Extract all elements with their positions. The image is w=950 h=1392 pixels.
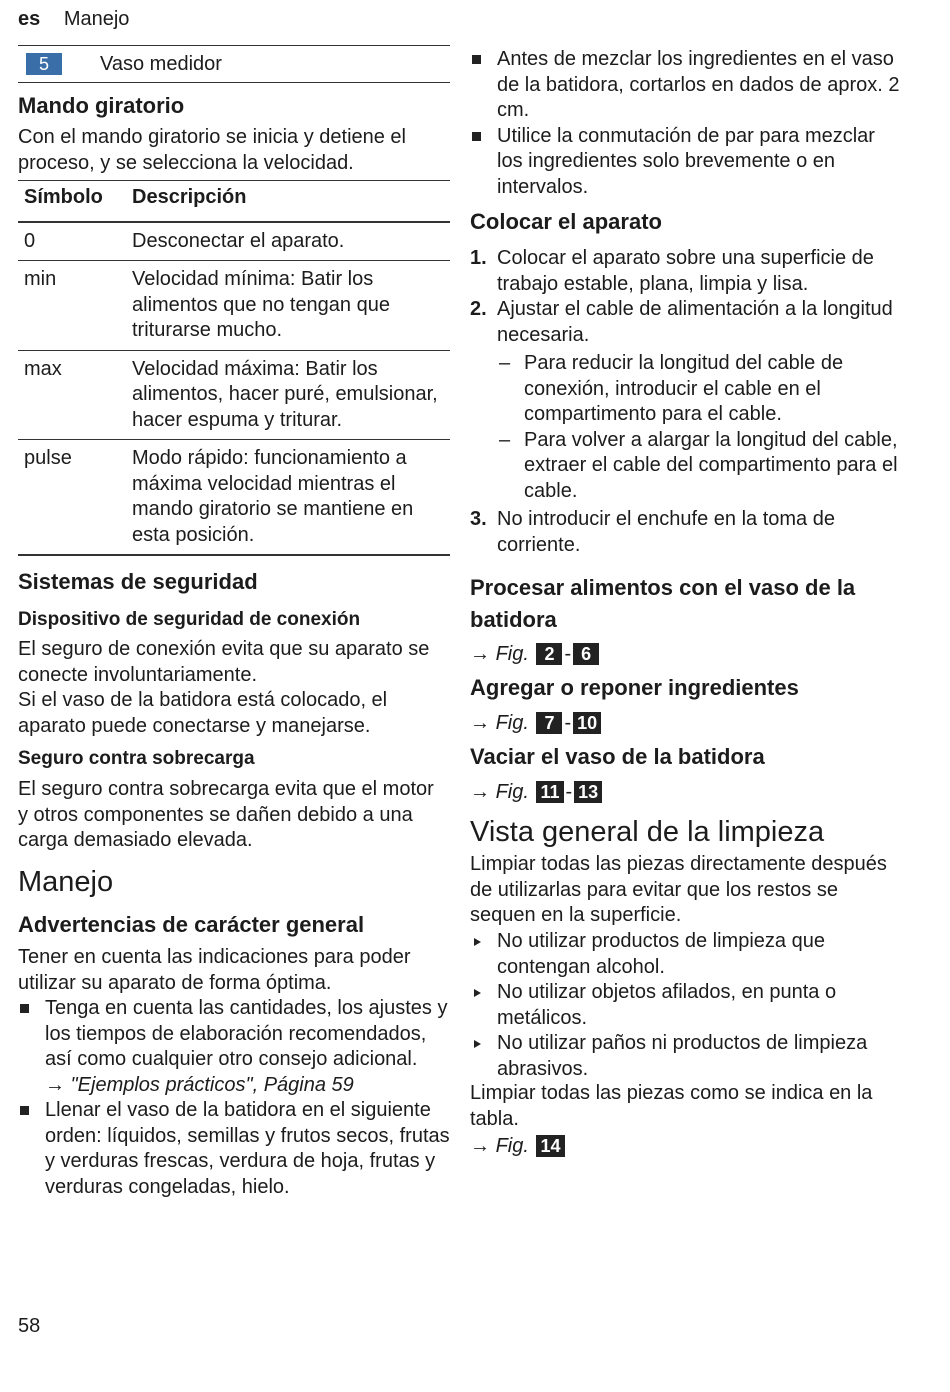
general-warnings-title: Advertencias de carácter general (18, 912, 365, 937)
table-cell-description: Velocidad mínima: Batir los alimentos que no tengan que triturarse mucho. (126, 261, 450, 351)
overload-title: Seguro contra sobrecarga (18, 748, 255, 769)
cleaning-title: Vista general de la limpieza (470, 816, 825, 848)
step-item (470, 246, 900, 297)
page-number: 58 (18, 1315, 41, 1337)
step-text: Colocar el aparato sobre una superficie de trabajo estable, plana, limpia y lisa. (497, 247, 874, 295)
list-item (18, 1098, 450, 1200)
figure-reference[interactable] (470, 643, 601, 666)
connection-safety-text-2: Si el vaso de la batidora está colocado, el aparato puede conectarse y manejarse. (18, 689, 388, 737)
general-warnings-intro: Tener en cuenta las indicaciones para poder utilizar su aparato de forma óptima. (18, 946, 411, 994)
empty-jar-title: Vaciar el vaso de la batidora (470, 744, 765, 769)
figure-reference[interactable] (470, 712, 603, 735)
range-dash: - (564, 643, 572, 665)
table-row (18, 440, 450, 556)
rotary-symbol-table (18, 180, 450, 556)
table-header-symbol: Símbolo (18, 181, 126, 222)
table-cell-symbol: min (18, 261, 126, 351)
process-title: Procesar alimentos con el vaso de la batidora (470, 575, 856, 632)
general-warnings-list-cont (470, 47, 902, 200)
fig-label: Fig. (495, 643, 529, 665)
cleaning-list (470, 929, 900, 1082)
place-device-steps (470, 246, 900, 558)
figure-number-badge: 7 (536, 712, 562, 734)
figure-number-badge: 11 (536, 781, 563, 803)
figure-number-badge: 14 (536, 1135, 564, 1157)
place-device-title: Colocar el aparato (470, 209, 662, 234)
general-warnings-list (18, 996, 450, 1200)
connection-safety-title: Dispositivo de seguridad de conexión (18, 609, 361, 630)
fig-label: Fig. (495, 712, 529, 734)
list-item (470, 929, 900, 980)
list-item-text: Utilice la conmutación de par para mezclar los ingredientes solo brevemente o en intervalos. (497, 124, 875, 198)
step-text: Ajustar el cable de alimentación a la longitud necesaria. (497, 298, 893, 346)
cleaning-outro: Limpiar todas las piezas como se indica en la tabla. (470, 1082, 873, 1130)
figure-number-badge: 6 (573, 643, 599, 665)
list-item-text: No utilizar objetos afilados, en punta o metálicos. (497, 981, 837, 1029)
fig-label: Fig. (495, 1135, 529, 1157)
overload-text: El seguro contra sobrecarga evita que el motor y otros componentes se dañen debido a una carga demasiado elevada. (18, 778, 434, 851)
figure-reference[interactable] (470, 781, 604, 804)
figure-number-badge: 13 (574, 781, 602, 803)
legend-label: Vaso medidor (100, 52, 222, 75)
list-item-text: Tenga en cuenta las cantidades, los ajustes y los tiempos de elaboración recomendados, así como cualquier otro consejo adicional. (45, 997, 448, 1070)
range-dash: - (564, 712, 572, 734)
list-item (470, 1031, 900, 1082)
safety-title: Sistemas de seguridad (18, 569, 258, 594)
manejo-title: Manejo (18, 866, 114, 898)
figure-reference[interactable] (470, 1135, 567, 1158)
rotary-title: Mando giratorio (18, 93, 185, 118)
step-number: 3. (470, 508, 487, 530)
section-name: Manejo (63, 8, 130, 30)
list-item (470, 124, 902, 201)
page-header (18, 8, 129, 31)
step-text: No introducir el enchufe en la toma de corriente. (497, 508, 835, 556)
list-item (470, 47, 902, 124)
arrow-right-icon: → (470, 643, 490, 665)
table-cell-symbol: pulse (18, 440, 126, 556)
table-header-description: Descripción (126, 181, 450, 222)
substep-item (497, 351, 900, 428)
step-item (470, 297, 900, 504)
table-row (18, 350, 450, 440)
list-item (470, 980, 900, 1031)
substep-text: Para reducir la longitud del cable de conexión, introducir el cable en el compartimento para el cable. (524, 352, 844, 425)
table-cell-description: Modo rápido: funcionamiento a máxima velocidad mientras el mando giratorio se mantiene en esta posición. (126, 440, 450, 556)
arrow-right-icon: → (470, 1135, 490, 1157)
table-row (18, 222, 450, 261)
table-cell-description: Desconectar el aparato. (126, 222, 450, 261)
range-dash: - (565, 781, 573, 803)
step-item (470, 507, 900, 558)
table-cell-description: Velocidad máxima: Batir los alimentos, hacer puré, emulsionar, hacer espuma y triturar. (126, 350, 450, 440)
cross-reference-link[interactable]: → "Ejemplos prácticos", Página 59 (45, 1073, 354, 1096)
table-row (18, 261, 450, 351)
figure-number-badge: 2 (536, 643, 562, 665)
fig-label: Fig. (495, 781, 529, 803)
list-item-text: Antes de mezclar los ingredientes en el vaso de la batidora, cortarlos en dados de aprox. 2 cm. (497, 48, 900, 121)
table-cell-symbol: 0 (18, 222, 126, 261)
table-cell-symbol: max (18, 350, 126, 440)
language-code: es (18, 8, 41, 30)
list-item-text: No utilizar productos de limpieza que contengan alcohol. (497, 930, 825, 978)
arrow-right-icon: → (470, 781, 490, 803)
arrow-right-icon: → (470, 712, 490, 734)
figure-number-badge: 10 (573, 712, 601, 734)
rotary-intro: Con el mando giratorio se inicia y detiene el proceso, y se selecciona la velocidad. (18, 126, 406, 174)
step-number: 2. (470, 298, 487, 320)
list-item (18, 996, 450, 1098)
cleaning-intro: Limpiar todas las piezas directamente después de utilizarlas para evitar que los restos se sequen en la superficie. (470, 853, 887, 926)
list-item-text: No utilizar paños ni productos de limpieza abrasivos. (497, 1032, 868, 1080)
connection-safety-text-1: El seguro de conexión evita que su aparato se conecte involuntariamente. (18, 638, 430, 686)
add-ingredients-title: Agregar o reponer ingredientes (470, 675, 799, 700)
list-item-text: Llenar el vaso de la batidora en el siguiente orden: líquidos, semillas y frutos secos, frutas y verduras frescas, verdura de hoja, frutas y verduras congeladas, hielo. (45, 1099, 450, 1198)
legend-row (18, 45, 450, 83)
substep-item (497, 428, 900, 505)
step-number: 1. (470, 247, 487, 269)
substep-text: Para volver a alargar la longitud del cable, extraer el cable del compartimento para el cable. (524, 428, 898, 502)
legend-number-badge: 5 (26, 53, 62, 75)
